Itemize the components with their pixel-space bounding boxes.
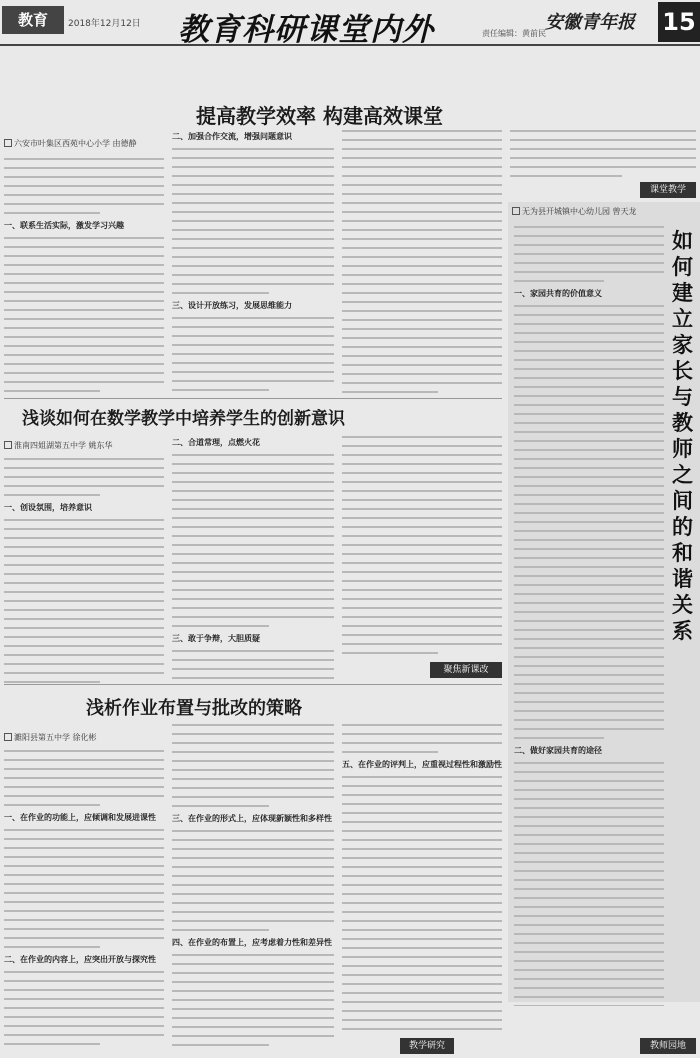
article-2-col-1 [4,458,164,684]
article-3-section-5: 五、在作业的评判上，应重视过程性和激励性 [342,760,502,769]
article-2-col-3 [342,436,502,656]
column-title: 教育科研课堂内外 [178,12,434,48]
article-4-column-tag: 教师园地 [640,1038,696,1054]
article-3-col-2 [172,724,334,1050]
article-3-section-2: 二、在作业的内容上，应突出开放与探究性 [4,955,156,964]
article-3-col-1 [4,750,164,1050]
article-1-col-4 [510,130,696,180]
article-2-section-2: 二、合道常理，点燃火花 [172,438,260,447]
article-2-section-1: 一、创设氛围，培养意识 [4,503,92,512]
article-1-title: 提高教学效率 构建高效课堂 [196,104,443,128]
article-2-byline: 淮南四姐湖第五中学 姚东华 [4,440,113,451]
article-3-section-1: 一、在作业的功能上，应倾调和发展进课性 [4,813,156,822]
article-3-section-3: 三、在作业的形式上，应体现新颖性和多样性 [172,814,332,823]
article-3-section-4: 四、在作业的布置上，应考虑着力性和差异性 [172,938,332,947]
article-1-section-1: 一、联系生活实际，激发学习兴趣 [4,221,124,230]
article-4-title: 如何建立家长与教师之间的和谐关系 [672,228,693,643]
page-number: 15 [658,2,700,42]
article-1-section-3: 三、设计开放练习，发展思维能力 [172,301,292,310]
newspaper-name: 安徽青年报 [545,12,635,33]
section-logo: 教育 [2,6,64,34]
article-1-section-2: 二、加强合作交流，增强问题意识 [172,132,292,141]
article-3-title: 浅析作业布置与批改的策略 [86,698,302,719]
article-1-col-2 [172,130,334,398]
article-divider-2 [4,684,502,685]
article-1-col-1 [4,158,164,398]
article-1-col-3 [342,130,502,398]
article-3-byline: 濉阳县第五中学 徐化彬 [4,732,97,743]
article-2-title: 浅谈如何在数学教学中培养学生的创新意识 [22,409,345,429]
article-1-column-tag: 课堂教学 [640,182,696,198]
article-1-byline: 六安市叶集区西苑中心小学 由德静 [4,138,137,149]
article-2-col-2 [172,436,334,684]
article-2-section-3: 三、敢于争辩，大胆质疑 [172,634,260,643]
article-4-body [514,226,664,1006]
page-header [0,0,700,46]
article-2-column-tag: 聚焦新课改 [430,662,502,678]
article-4-section-1: 一、家园共育的价值意义 [514,289,602,298]
article-divider-1 [4,398,502,399]
article-4-section-2: 二、做好家园共育的途径 [514,746,602,755]
article-4-byline: 无为县开城镇中心幼儿园 曾天龙 [512,206,637,217]
responsible-editor: 责任编辑：黄前民 [482,29,546,38]
issue-date: 2018年12月12日 [68,19,141,29]
article-3-col-3 [342,724,502,1034]
article-3-column-tag: 教学研究 [400,1038,454,1054]
